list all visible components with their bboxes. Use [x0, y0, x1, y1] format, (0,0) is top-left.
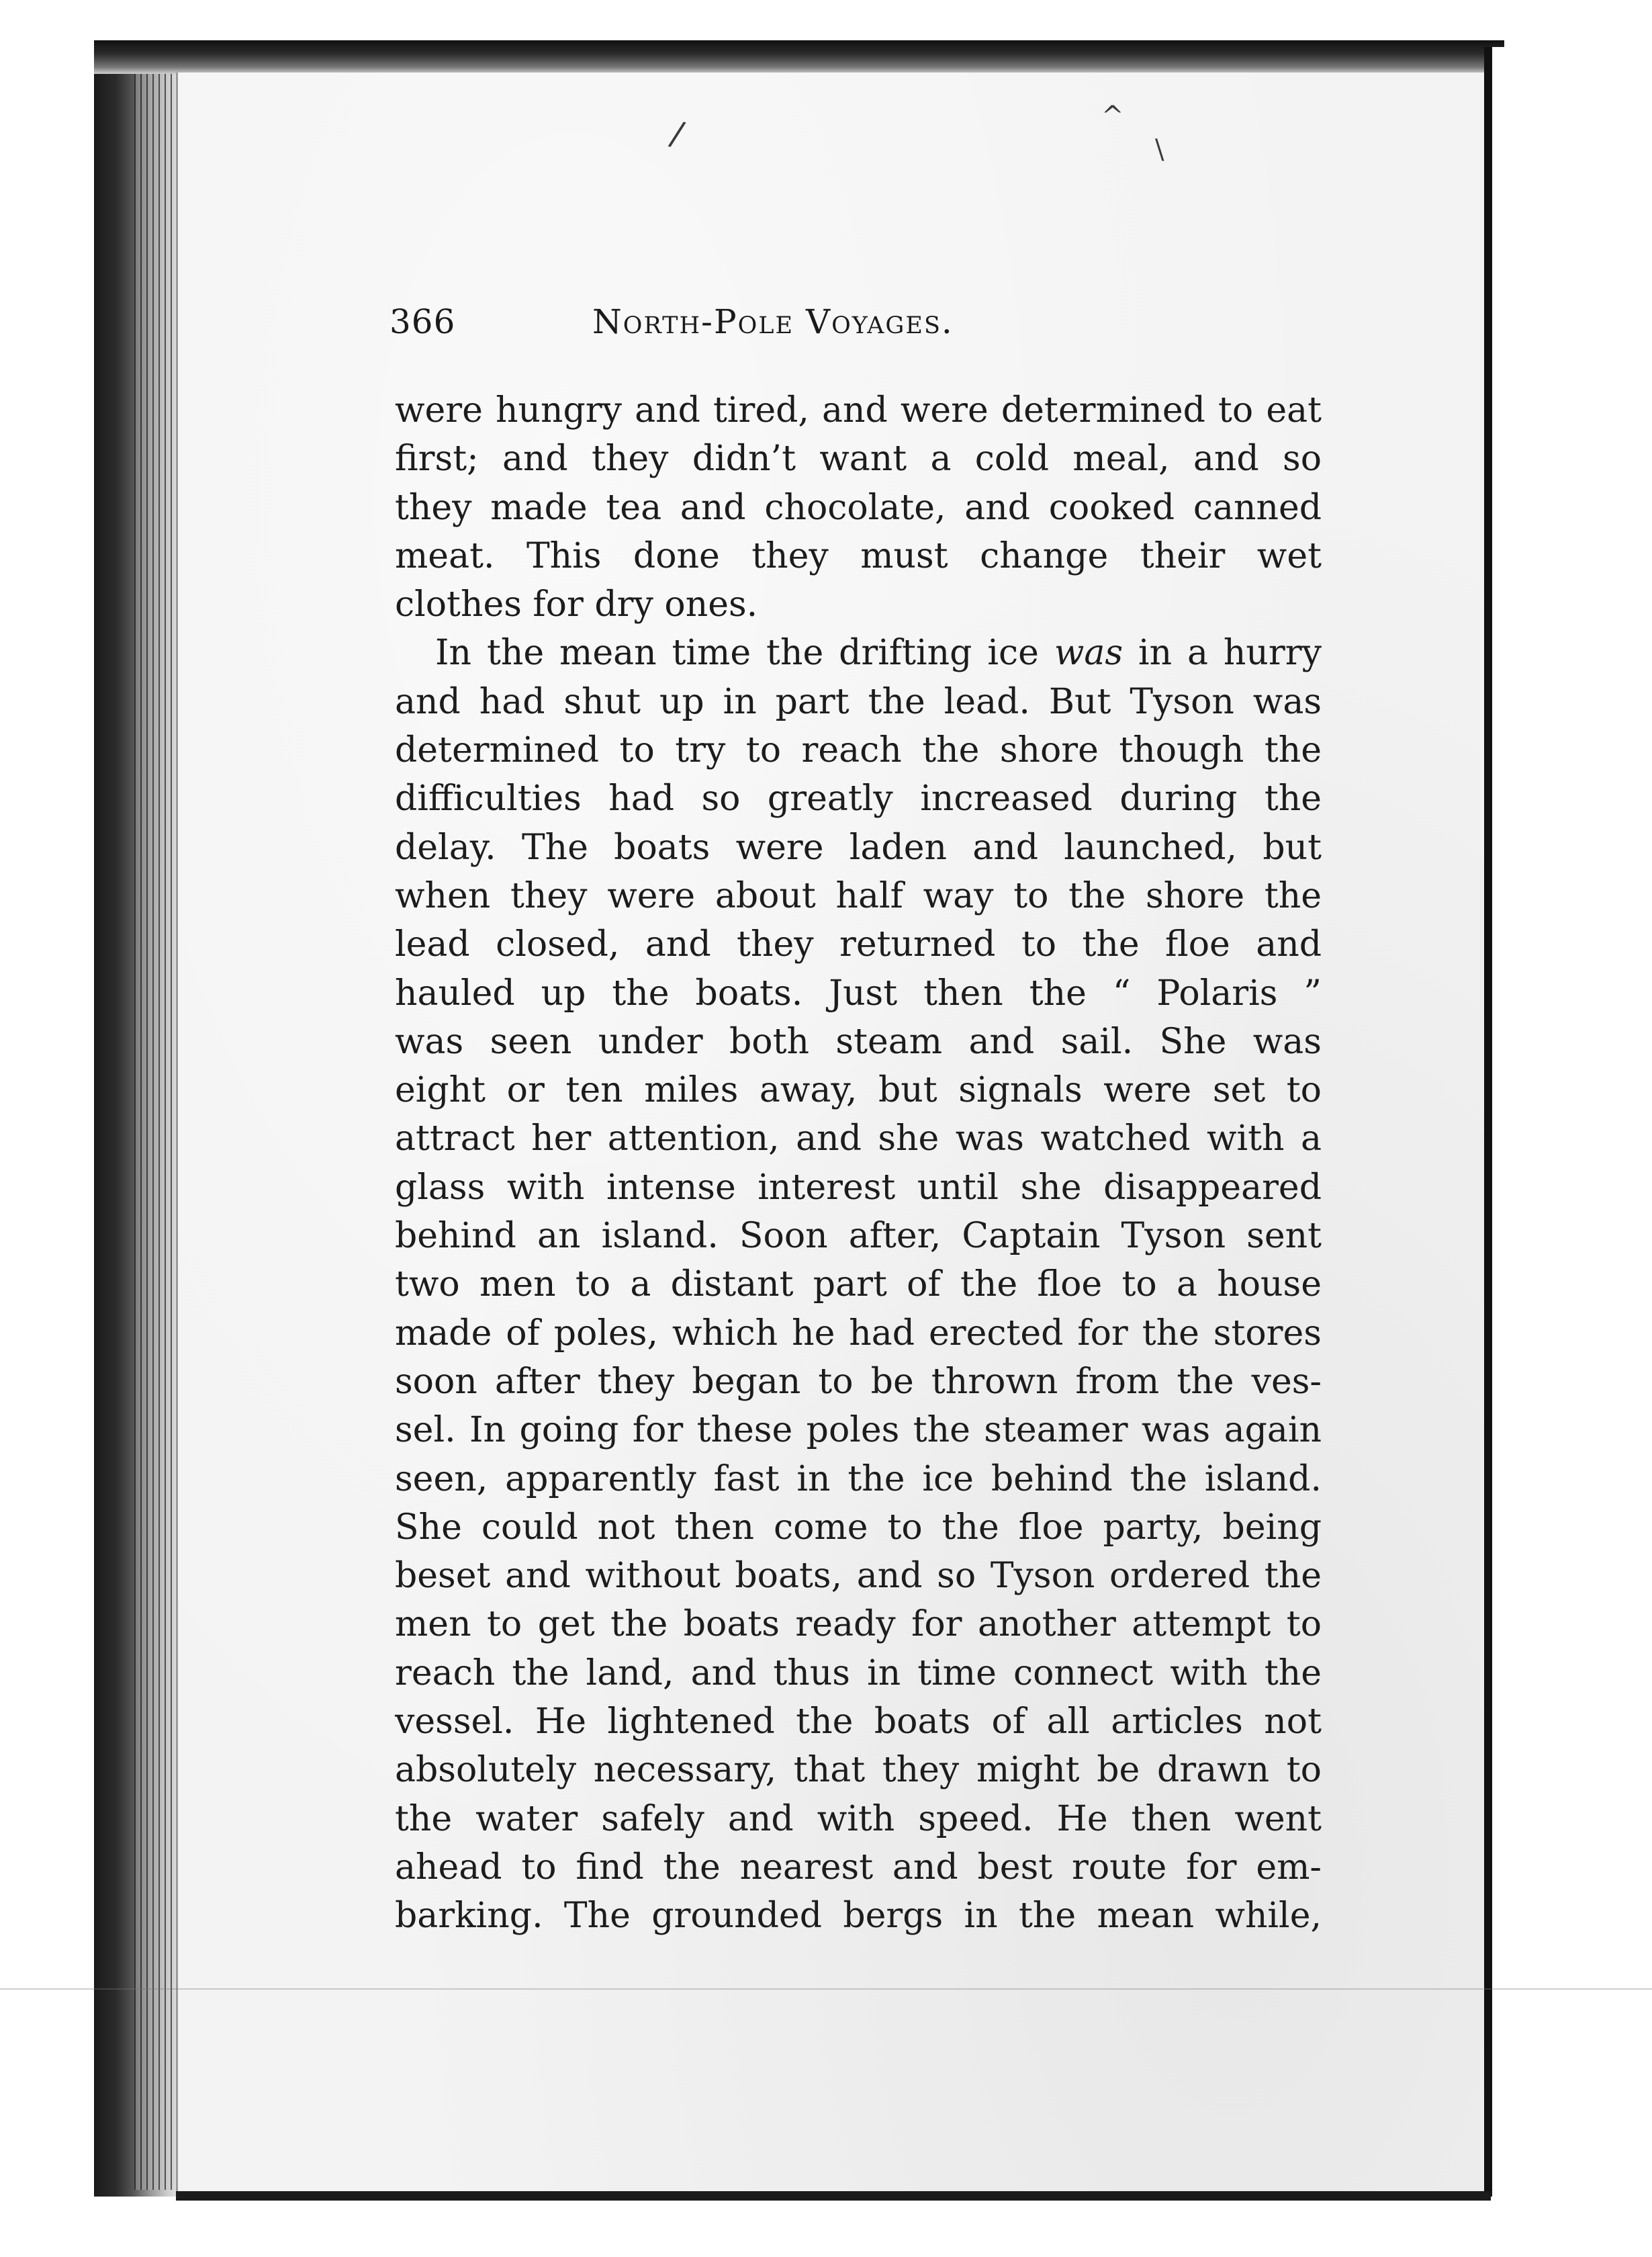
text-line: behind an island. Soon after, Captain Tyson sent: [395, 1216, 1322, 1257]
text-line: the water safely and with speed. He then went: [395, 1798, 1322, 1839]
running-head: North-Pole Voyages.: [592, 302, 954, 341]
text-line: absolutely necessary, that they might be drawn to: [395, 1750, 1322, 1791]
body-text: [395, 386, 1322, 1941]
scan-speck: \: [1155, 134, 1164, 165]
text-line: glass with intense interest until she disappeared: [395, 1167, 1322, 1208]
text-line: sel. In going for these poles the steamer was again: [395, 1410, 1322, 1451]
page-header: [389, 302, 1330, 356]
text-line: made of poles, which he had erected for the stores: [395, 1313, 1322, 1354]
text-line: soon after they began to be thrown from the ves-: [395, 1361, 1322, 1402]
top-edge: [94, 40, 1504, 74]
text-line: lead closed, and they returned to the floe and: [395, 924, 1322, 965]
text-line: when they were about half way to the shore the: [395, 875, 1322, 916]
text-line: vessel. He lightened the boats of all articles not: [395, 1701, 1322, 1742]
paragraph: [395, 629, 1322, 1940]
text-line: two men to a distant part of the floe to a house: [395, 1264, 1322, 1305]
text-line: meat. This done they must change their wet: [395, 535, 1322, 576]
text-line: eight or ten miles away, but signals were set to: [395, 1070, 1322, 1111]
text-line: difficulties had so greatly increased during the: [395, 779, 1322, 820]
text-line: were hungry and tired, and were determined to eat: [395, 390, 1322, 431]
emphasis: was: [1054, 633, 1123, 674]
text-line: attract her attention, and she was watched with a: [395, 1118, 1322, 1159]
text-line: determined to try to reach the shore though the: [395, 730, 1322, 771]
text-line: beset and without boats, and so Tyson ordered the: [395, 1556, 1322, 1597]
bottom-edge: [176, 2191, 1491, 2201]
text-line: delay. The boats were laden and launched, but: [395, 827, 1322, 868]
scan-speck: ^: [1101, 101, 1124, 132]
text-segment: in a hurry: [1123, 633, 1322, 674]
text-segment: In the mean time the drifting ice: [435, 633, 1054, 674]
text-line: [395, 629, 1322, 677]
page-edges: [134, 47, 175, 2190]
text-line: clothes for dry ones.: [395, 584, 758, 625]
scan-artifact-line: [0, 1988, 1652, 1990]
facing-page: [1492, 47, 1652, 2257]
scan-speck: /: [666, 113, 688, 154]
text-line: She could not then come to the floe party, being: [395, 1507, 1322, 1548]
paragraph: [395, 386, 1322, 629]
text-line: they made tea and chocolate, and cooked canned: [395, 487, 1322, 528]
text-line: barking. The grounded bergs in the mean while,: [395, 1896, 1322, 1937]
text-line: and had shut up in part the lead. But Tyson was: [395, 681, 1322, 722]
text-line: hauled up the boats. Just then the “ Polaris ”: [395, 973, 1322, 1014]
text-line: was seen under both steam and sail. She was: [395, 1021, 1322, 1062]
text-line: men to get the boats ready for another attempt to: [395, 1604, 1322, 1645]
text-line: reach the land, and thus in time connect with the: [395, 1652, 1322, 1693]
text-line: seen, apparently fast in the ice behind the island.: [395, 1458, 1322, 1499]
page-number: 366: [389, 302, 456, 341]
right-edge-rule: [1484, 47, 1492, 2197]
text-line: first; and they didn’t want a cold meal, and so: [395, 439, 1322, 480]
text-line: ahead to find the nearest and best route for em-: [395, 1847, 1322, 1888]
